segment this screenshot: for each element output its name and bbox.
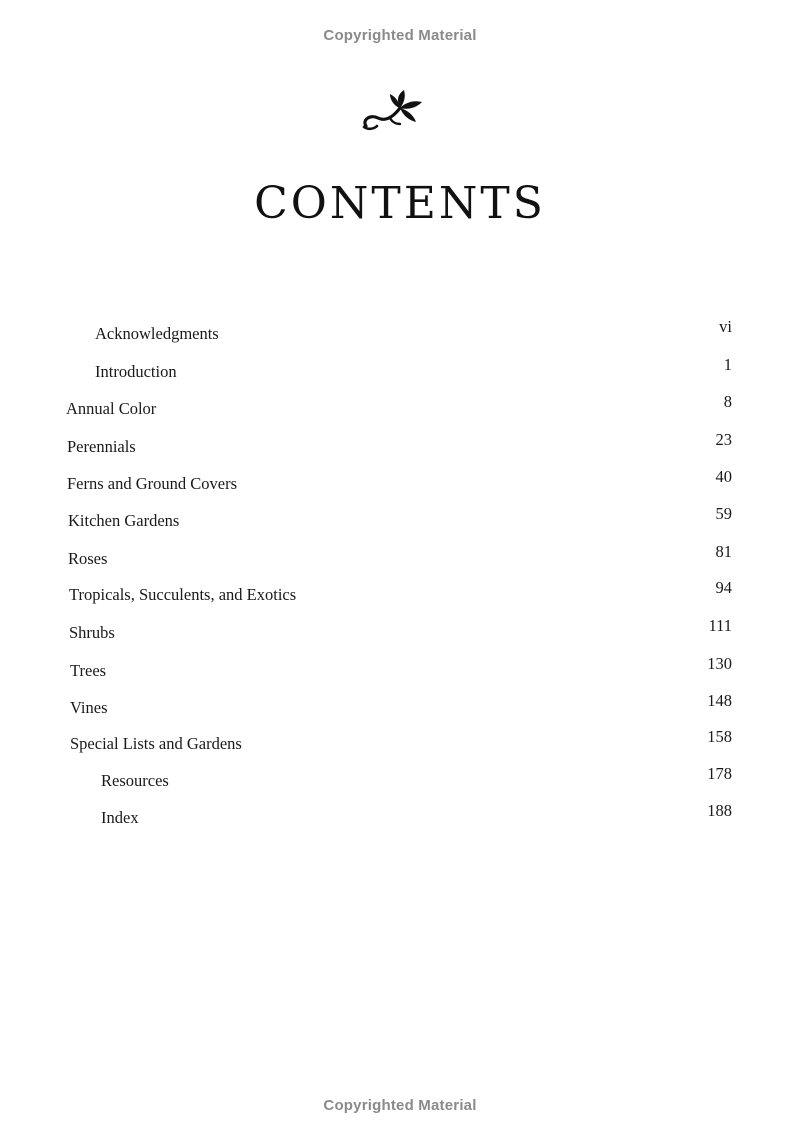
toc-entry-resources (0, 764, 800, 795)
toc-entry-page: 188 (707, 801, 732, 820)
toc-entry-label: Special Lists and Gardens (70, 734, 242, 753)
toc-entry-acknowledgments (0, 317, 800, 348)
copyright-watermark-bottom: Copyrighted Material (323, 1097, 477, 1114)
toc-entry-page: 59 (715, 504, 732, 523)
copyright-watermark-top: Copyrighted Material (323, 27, 477, 44)
toc-entry-label: Index (101, 808, 139, 827)
toc-entry-label: Tropicals, Succulents, and Exotics (69, 585, 297, 604)
toc-entry-tropicals (0, 578, 800, 609)
toc-entry-page: 8 (723, 392, 732, 411)
toc-entry-vines (0, 691, 800, 722)
toc-entry-perennials (0, 430, 800, 461)
toc-entry-kitchen-gardens (0, 504, 800, 535)
toc-entry-label: Vines (70, 698, 108, 717)
toc-entry-page: 158 (707, 727, 732, 746)
toc-entry-label: Resources (101, 771, 169, 790)
toc-entry-page: 81 (715, 542, 732, 561)
toc-entry-page: 111 (708, 616, 732, 635)
toc-entry-page: 94 (715, 578, 732, 597)
toc-entry-label: Acknowledgments (95, 324, 219, 343)
toc-entry-label: Perennials (67, 437, 136, 456)
toc-entry-page: 130 (707, 654, 732, 673)
toc-entry-label: Shrubs (69, 623, 115, 642)
toc-entry-page: 23 (715, 430, 732, 449)
toc-entry-annual-color (0, 392, 800, 423)
page-title: CONTENTS (254, 178, 546, 229)
toc-entry-trees (0, 654, 800, 685)
toc-entry-label: Introduction (95, 362, 177, 381)
toc-entry-page: 178 (707, 764, 732, 783)
toc-entry-introduction (0, 355, 800, 386)
toc-entry-label: Ferns and Ground Covers (67, 474, 238, 493)
toc-entry-ferns (0, 467, 800, 498)
toc-entry-label: Kitchen Gardens (68, 511, 180, 530)
toc-entry-shrubs (0, 616, 800, 647)
toc-entry-special-lists (0, 727, 800, 758)
toc-entry-page: 1 (723, 355, 732, 374)
toc-entry-roses (0, 542, 800, 573)
toc-entry-page: 40 (715, 467, 732, 486)
toc-entry-label: Trees (70, 661, 107, 680)
toc-entry-page: vi (719, 317, 732, 336)
toc-entry-label: Annual Color (66, 399, 157, 418)
toc-entry-index (0, 801, 800, 832)
toc-entry-label: Roses (68, 549, 108, 568)
toc-entry-page: 148 (707, 691, 732, 710)
